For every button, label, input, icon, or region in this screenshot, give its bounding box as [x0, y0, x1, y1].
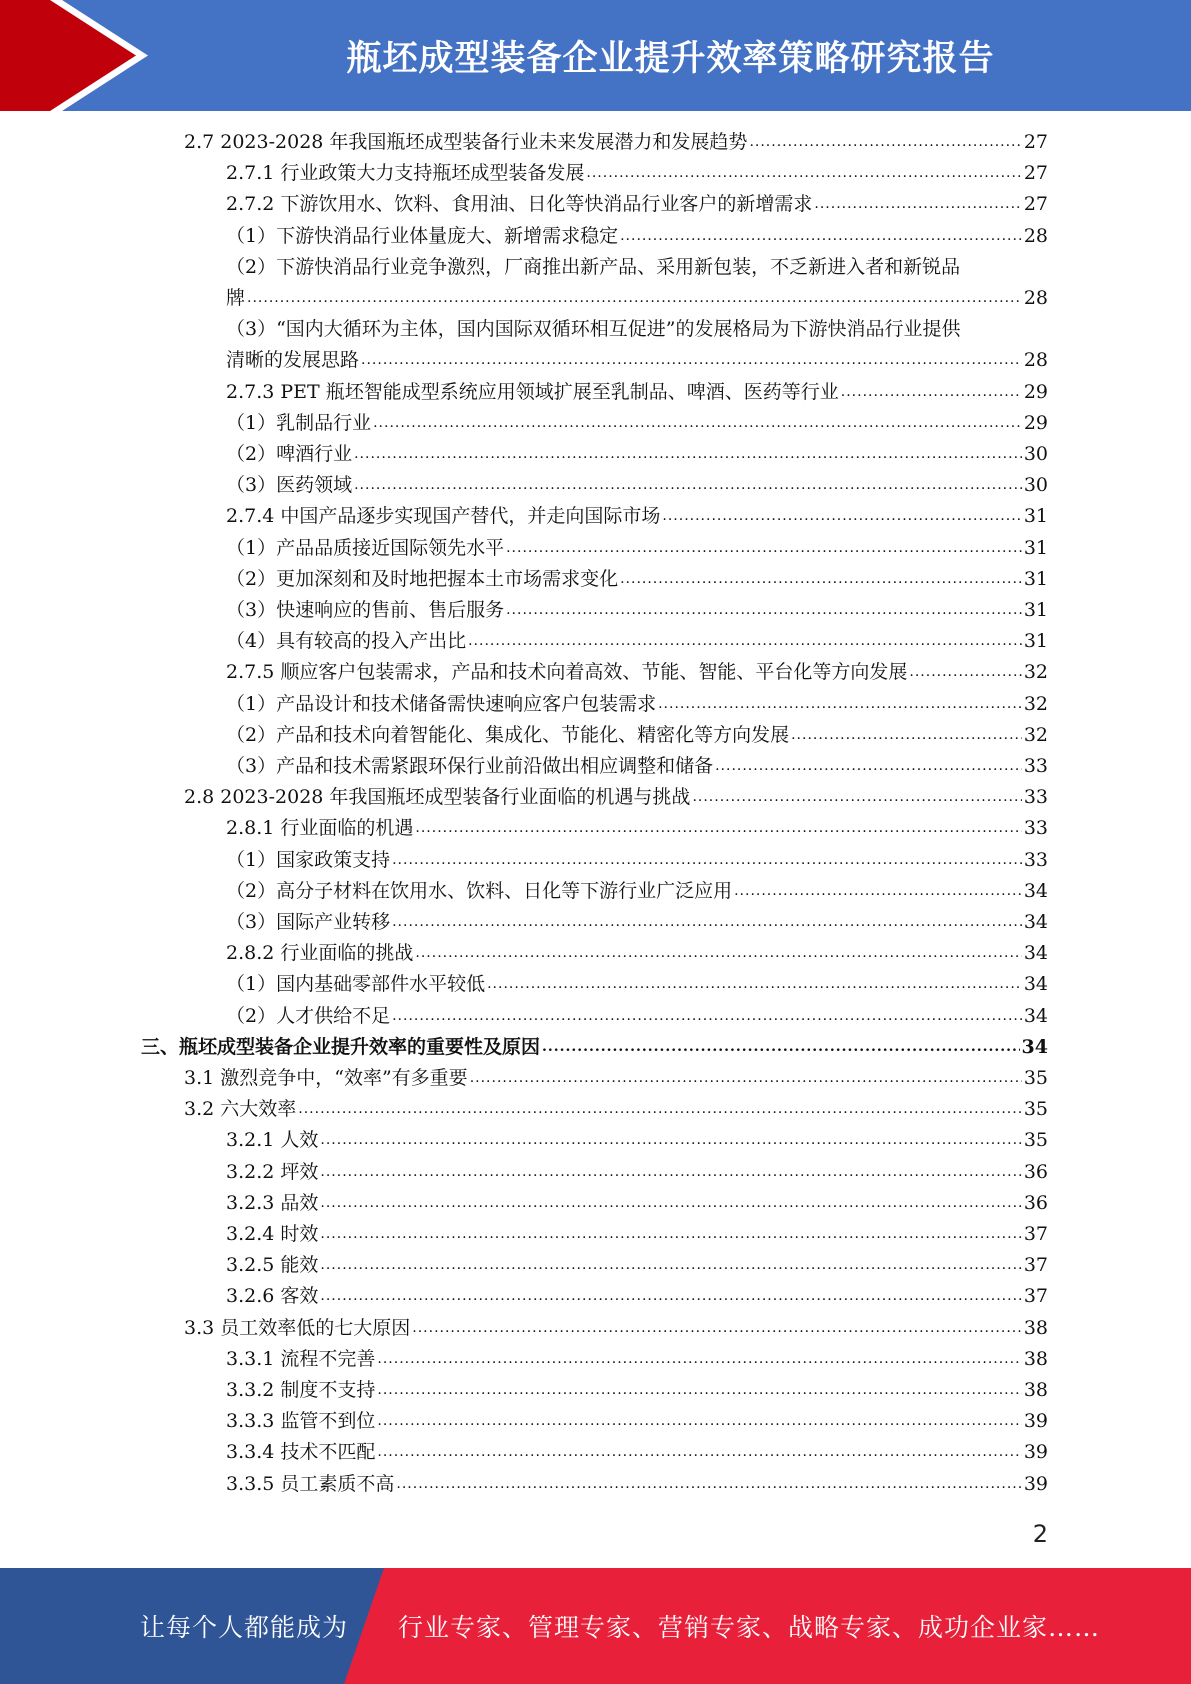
toc-entry-text: 3.2.4 时效: [226, 1223, 319, 1245]
toc-entry[interactable]: [226, 595, 1048, 626]
toc-page-number: 34: [1023, 911, 1048, 933]
toc-page-number: 34: [1023, 973, 1048, 996]
toc-dot-leader: [586, 158, 1021, 189]
toc-entry[interactable]: [226, 470, 1048, 501]
toc-entry-text: 3.3.2 制度不支持: [226, 1379, 376, 1401]
toc-dot-leader: [354, 470, 1022, 501]
toc-page-number: 27: [1023, 162, 1048, 185]
toc-entry-text: 2.8.2 行业面临的挑战: [226, 942, 414, 965]
toc-entry-text: （1）国内基础零部件水平较低: [226, 973, 486, 996]
toc-entry-text: （3）快速响应的售前、售后服务: [226, 599, 505, 621]
footer-slogan-left: 让每个人都能成为: [140, 1613, 349, 1642]
toc-dot-leader: [487, 969, 1022, 1000]
toc-dot-leader: [377, 1344, 1021, 1375]
toc-entry[interactable]: [226, 221, 1048, 252]
toc-entry[interactable]: [226, 1469, 1048, 1500]
toc-entry-text: （2）更加深刻和及时地把握本土市场需求变化: [226, 567, 619, 590]
toc-entry[interactable]: [184, 127, 1048, 158]
toc-entry-text: 牌: [226, 287, 246, 309]
toc-dot-leader: [320, 1250, 1021, 1281]
toc-dot-leader: [715, 751, 1022, 782]
toc-page-number: 33: [1023, 786, 1048, 809]
toc-entry-text: （3）医药领域: [226, 474, 353, 497]
toc-page-number: 33: [1023, 817, 1048, 840]
toc-dot-leader: [415, 938, 1021, 969]
toc-entry[interactable]: [226, 408, 1048, 439]
toc-dot-leader: [412, 1313, 1022, 1344]
toc-entry-text: 3.2.2 坪效: [226, 1160, 319, 1183]
toc-page-number: 28: [1023, 287, 1048, 309]
toc-page-number: 34: [1023, 879, 1048, 902]
toc-dot-leader: [791, 720, 1022, 751]
toc-entry[interactable]: [226, 1219, 1048, 1250]
toc-entry[interactable]: [226, 813, 1048, 844]
toc-entry[interactable]: [226, 876, 1048, 907]
toc-page-number: 35: [1023, 1067, 1048, 1089]
toc-dot-leader: [506, 533, 1022, 564]
toc-entry-text: （3）产品和技术需紧跟环保行业前沿做出相应调整和储备: [226, 755, 714, 777]
toc-dot-leader: [377, 1375, 1021, 1406]
toc-entry[interactable]: [226, 969, 1048, 1000]
toc-page-number: 33: [1023, 755, 1048, 777]
toc-entry[interactable]: [226, 1125, 1048, 1156]
toc-dot-leader: [320, 1281, 1021, 1312]
toc-page-number: 27: [1023, 193, 1048, 216]
toc-page-number: 27: [1023, 131, 1048, 153]
toc-entry[interactable]: [226, 751, 1048, 782]
toc-page-number: 30: [1023, 474, 1048, 497]
toc-page-number: 28: [1023, 224, 1048, 247]
toc-entry-text: 2.7.2 下游饮用水、饮料、食用油、日化等快消品行业客户的新增需求: [226, 193, 813, 216]
toc-entry-text: （3）国际产业转移: [226, 911, 391, 933]
toc-entry-text: 3.3 员工效率低的七大原因: [184, 1316, 411, 1339]
toc-dot-leader: [909, 657, 1021, 688]
toc-entry-text: 三、瓶坯成型装备企业提升效率的重要性及原因: [141, 1035, 541, 1058]
toc-dot-leader: [298, 1094, 1022, 1125]
toc-dot-leader: [470, 1063, 1022, 1094]
toc-page-number: 38: [1023, 1347, 1048, 1370]
toc-page-number: 29: [1023, 411, 1048, 434]
toc-entry-text: （3）“国内大循环为主体，国内国际双循环相互促进”的发展格局为下游快消品行业提供: [226, 318, 961, 341]
toc-entry[interactable]: [226, 845, 1048, 876]
toc-dot-leader: [814, 189, 1021, 220]
toc-entry-text: 3.2.3 品效: [226, 1191, 319, 1214]
toc-page-number: 32: [1023, 661, 1048, 684]
toc-dot-leader: [392, 845, 1022, 876]
toc-entry-text: （2）高分子材料在饮用水、饮料、日化等下游行业广泛应用: [226, 879, 733, 902]
toc-entry[interactable]: [226, 158, 1048, 189]
toc-entry[interactable]: [226, 626, 1048, 657]
toc-page-number: 32: [1023, 692, 1048, 715]
toc-page-number: 35: [1023, 1129, 1048, 1152]
toc-entry[interactable]: [226, 1375, 1048, 1406]
toc-dot-leader: [247, 283, 1022, 314]
toc-entry[interactable]: [184, 1063, 1048, 1094]
toc-page-number: 38: [1023, 1316, 1048, 1339]
toc-page-number: 36: [1023, 1191, 1048, 1214]
toc-page-number: 28: [1023, 349, 1048, 372]
toc-entry[interactable]: [226, 283, 1048, 314]
toc-page-number: 32: [1023, 723, 1048, 746]
toc-dot-leader: [749, 127, 1021, 158]
toc-page-number: 31: [1023, 599, 1048, 621]
toc-entry-text: （1）下游快消品行业体量庞大、新增需求稳定: [226, 224, 619, 247]
toc-page-number: 39: [1023, 1472, 1048, 1495]
toc-entry[interactable]: [184, 1313, 1048, 1344]
toc-entry[interactable]: [226, 938, 1048, 969]
toc-entry-text: 3.2.5 能效: [226, 1254, 319, 1277]
toc-entry-text: 3.3.5 员工素质不高: [226, 1472, 395, 1495]
toc-page-number: 39: [1023, 1410, 1048, 1433]
toc-page-number: 35: [1023, 1098, 1048, 1121]
toc-entry[interactable]: [226, 1250, 1048, 1281]
toc-dot-leader: [396, 1469, 1021, 1500]
toc-page-number: 30: [1023, 443, 1048, 465]
toc-entry[interactable]: [226, 1437, 1048, 1468]
toc-dot-leader: [320, 1125, 1021, 1156]
toc-dot-leader: [841, 377, 1022, 408]
page-number: 2: [1032, 1520, 1048, 1548]
toc-entry[interactable]: [184, 782, 1048, 813]
footer-slogan-right: 行业专家、管理专家、营销专家、战略专家、成功企业家……: [398, 1613, 1101, 1642]
toc-entry-text: （4）具有较高的投入产出比: [226, 630, 467, 653]
toc-dot-leader: [320, 1188, 1021, 1219]
toc-dot-leader: [620, 564, 1022, 595]
toc-dot-leader: [662, 501, 1021, 532]
toc-page-number: 34: [1023, 1004, 1048, 1027]
toc-entry[interactable]: [226, 1157, 1048, 1188]
toc-page-number: 29: [1023, 380, 1048, 403]
toc-page-number: 37: [1023, 1223, 1048, 1245]
toc-dot-leader: [542, 1032, 1020, 1063]
toc-dot-leader: [392, 907, 1022, 938]
toc-entry[interactable]: [226, 907, 1048, 938]
toc-entry-text: （2）啤酒行业: [226, 443, 353, 465]
toc-dot-leader: [620, 221, 1022, 252]
toc-dot-leader: [377, 1406, 1021, 1437]
toc-dot-leader: [320, 1219, 1021, 1250]
toc-dot-leader: [361, 345, 1022, 376]
toc-entry[interactable]: [226, 345, 1048, 376]
toc-page-number: 33: [1023, 848, 1048, 871]
page-footer: [0, 1568, 1191, 1684]
toc-page-number: 31: [1023, 630, 1048, 653]
toc-entry[interactable]: [184, 1094, 1048, 1125]
toc-entry[interactable]: [226, 1188, 1048, 1219]
toc-dot-leader: [354, 439, 1022, 470]
toc-page-number: 37: [1023, 1285, 1048, 1308]
toc-entry-text: 2.7.4 中国产品逐步实现国产替代，并走向国际市场: [226, 505, 661, 528]
toc-entry-text: 3.3.1 流程不完善: [226, 1347, 376, 1370]
toc-entry[interactable]: [226, 689, 1048, 720]
toc-dot-leader: [373, 408, 1022, 439]
toc-entry-text: 2.7.1 行业政策大力支持瓶坯成型装备发展: [226, 162, 585, 185]
toc-entry-text: 3.2 六大效率: [184, 1098, 297, 1121]
toc-page-number: 39: [1023, 1441, 1048, 1464]
page-title: 瓶坯成型装备企业提升效率策略研究报告: [346, 38, 995, 79]
toc-dot-leader: [377, 1437, 1021, 1468]
toc-entry-text: （1）产品品质接近国际领先水平: [226, 536, 505, 559]
toc-page-number: 31: [1023, 505, 1048, 528]
toc-page-number: 31: [1023, 536, 1048, 559]
toc-page-number: 34: [1021, 1035, 1048, 1058]
toc-entry-text: （2）下游快消品行业竞争激烈，厂商推出新产品、采用新包装，不乏新进入者和新锐品: [226, 255, 961, 278]
toc-entry[interactable]: [226, 1406, 1048, 1437]
toc-dot-leader: [415, 813, 1021, 844]
toc-entry[interactable]: [226, 1344, 1048, 1375]
toc-dot-leader: [320, 1157, 1021, 1188]
toc-entry[interactable]: [226, 564, 1048, 595]
toc-entry[interactable]: [226, 657, 1048, 688]
toc-entry-text: （1）乳制品行业: [226, 411, 372, 434]
toc-entry[interactable]: [226, 1001, 1048, 1032]
toc-page-number: 38: [1023, 1379, 1048, 1401]
toc-entry-text: 3.2.1 人效: [226, 1129, 319, 1152]
toc-entry-text: （1）产品设计和技术储备需快速响应客户包装需求: [226, 692, 657, 715]
toc-entry[interactable]: [226, 439, 1048, 470]
toc-page-number: 31: [1023, 567, 1048, 590]
toc-entry-text: 2.7.3 PET 瓶坯智能成型系统应用领域扩展至乳制品、啤酒、医药等行业: [226, 380, 839, 403]
toc-entry[interactable]: [226, 189, 1048, 220]
toc-page-number: 34: [1023, 942, 1048, 965]
toc-entry-text: 2.7 2023-2028 年我国瓶坯成型装备行业未来发展潜力和发展趋势: [184, 131, 748, 153]
toc-dot-leader: [506, 595, 1022, 626]
toc-entry[interactable]: [226, 533, 1048, 564]
toc-dot-leader: [692, 782, 1021, 813]
toc-entry[interactable]: [226, 501, 1048, 532]
toc-entry-text: 2.7.5 顺应客户包装需求，产品和技术向着高效、节能、智能、平台化等方向发展: [226, 661, 908, 684]
toc-entry-text: （2）产品和技术向着智能化、集成化、节能化、精密化等方向发展: [226, 723, 790, 746]
toc-entry-text: 3.3.3 监管不到位: [226, 1410, 376, 1433]
toc-entry-text: 3.1 激烈竞争中，“效率”有多重要: [184, 1067, 468, 1089]
toc-entry[interactable]: [226, 720, 1048, 751]
toc-dot-leader: [392, 1001, 1022, 1032]
toc-entry-text: 3.3.4 技术不匹配: [226, 1441, 376, 1464]
toc-dot-leader: [468, 626, 1022, 657]
toc-entry-text: （2）人才供给不足: [226, 1004, 391, 1027]
toc-dot-leader: [734, 876, 1022, 907]
toc-entry[interactable]: [226, 377, 1048, 408]
toc-page-number: 36: [1023, 1160, 1048, 1183]
toc-entry-text: 3.2.6 客效: [226, 1285, 319, 1308]
toc-entry[interactable]: [226, 1281, 1048, 1312]
toc-dot-leader: [658, 689, 1022, 720]
toc-entry-text: 清晰的发展思路: [226, 349, 360, 372]
chevron-arrow-icon: [0, 0, 170, 111]
toc-entry-text: 2.8 2023-2028 年我国瓶坯成型装备行业面临的机遇与挑战: [184, 786, 691, 809]
toc-entry-text: （1）国家政策支持: [226, 848, 391, 871]
toc-entry[interactable]: [141, 1032, 1048, 1063]
page-header: [0, 0, 1191, 111]
toc-entry-text: 2.8.1 行业面临的机遇: [226, 817, 414, 840]
toc-page-number: 37: [1023, 1254, 1048, 1277]
